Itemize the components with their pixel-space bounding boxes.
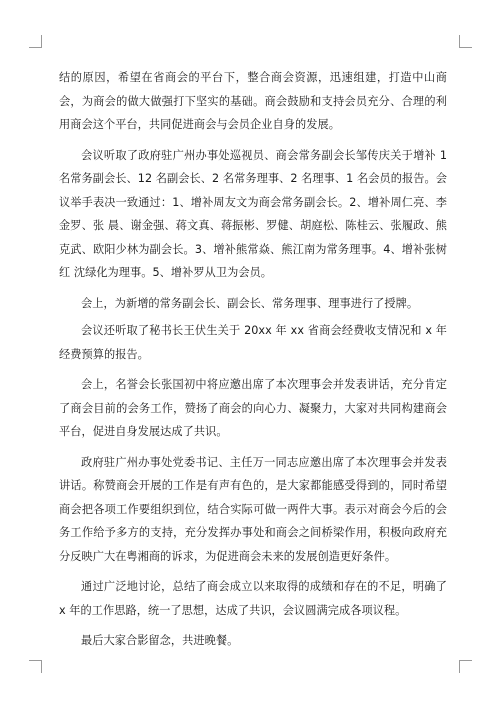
crop-mark-top-left bbox=[29, 35, 42, 48]
document-body bbox=[59, 66, 447, 660]
paragraph-office-secretary-speech: 政府驻广州办事处党委书记、主任万一同志应邀出席了本次理事会并发表讲话。称赞商会开展的工作是有声有色的，是大家都能感受得到的，同时希望商会把各项工作要组织到位，结合实际可做一两件大事。表示对商会今后的会务工作给予多方的支持，充分发挥办事处和商会之间桥梁作用，积极向政府充分反映广大在粤湘商的诉求，为促进商会未来的发展创造更好条件。 bbox=[59, 455, 447, 563]
paragraph-plaque-ceremony: 会上，为新增的常务副会长、副会长、常务理事、理事进行了授牌。 bbox=[81, 296, 419, 310]
crop-mark-bottom-right bbox=[459, 660, 472, 673]
paragraph-additions-report: 会议听取了政府驻广州办事处巡视员、商会常务副会长邹传庆关于增补 1 名常务副会长、12 名副会长、2 名常务理事、2 名理事、1 名会员的报告。会议举手表决一致通过：1、增补周友文为商会常务副会长。2、增补周仁亮、李金罗、张 晨、谢金强、蒋文真、蒋振彬、罗健、胡庭松、陈桂云、张履政、熊克武、欧阳少林为副会长。3、增补熊常焱、熊江南为常务理事。4、增补张树红 沈绿化为理事。5、增补罗从卫为会员。 bbox=[59, 148, 447, 279]
crop-mark-bottom-left bbox=[29, 660, 42, 673]
paragraph-continuation: 结的原因，希望在省商会的平台下，整合商会资源，迅速组建，打造中山商会，为商会的做大做强打下坚实的基础。商会鼓励和支持会员充分、合理的利用商会这个平台，共同促进商会与会员企业自身的发展。 bbox=[59, 71, 447, 131]
crop-mark-top-right bbox=[459, 35, 472, 48]
paragraph-closing: 最后大家合影留念，共进晚餐。 bbox=[81, 634, 239, 647]
paragraph-finance-report: 会议还听取了秘书长王伏生关于 20xx 年 xx 省商会经费收支情况和 x 年经费预算的报告。 bbox=[59, 324, 447, 361]
paragraph-honorary-president-speech: 会上，名誉会长张国初中将应邀出席了本次理事会并发表讲话，充分肯定了商会目前的会务工作，赞扬了商会的向心力、凝聚力，大家对共同构建商会平台，促进自身发展达成了共识。 bbox=[59, 378, 447, 438]
paragraph-discussion-summary: 通过广泛地讨论，总结了商会成立以来取得的成绩和存在的不足，明确了 x 年的工作思路，统一了思想，达成了共识，会议圆满完成各项议程。 bbox=[59, 580, 447, 617]
